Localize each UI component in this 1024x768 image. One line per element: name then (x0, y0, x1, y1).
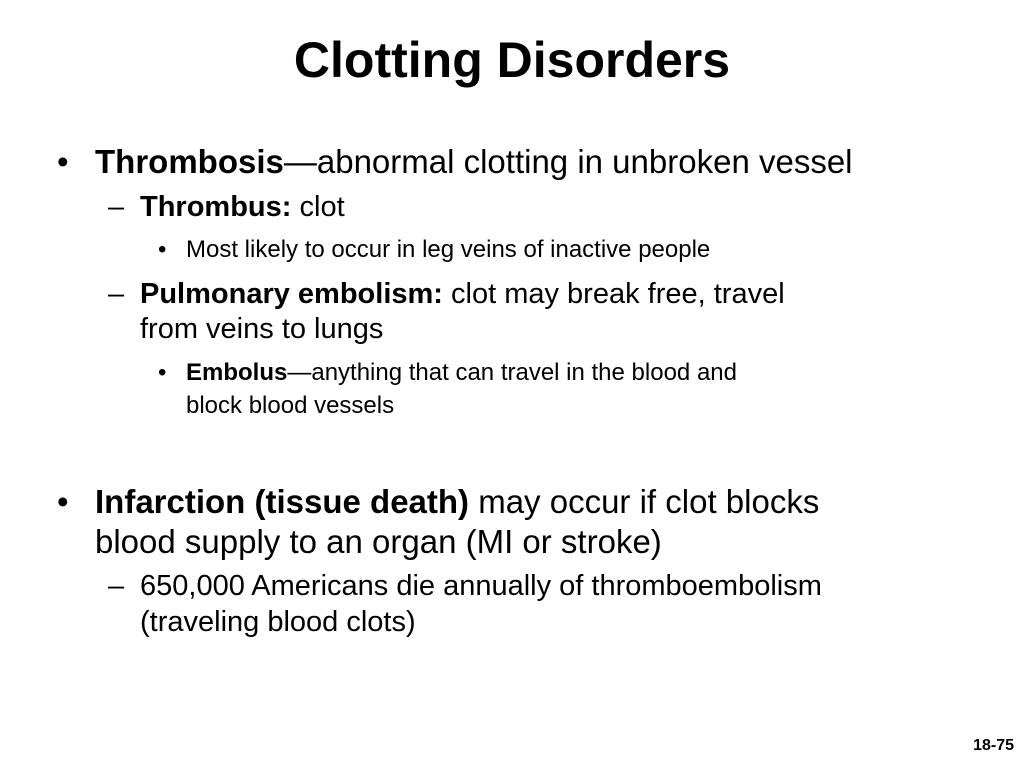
bullet-marker: • (158, 236, 167, 263)
term-infarction: Infarction (tissue death) (95, 483, 470, 520)
bullet-marker: • (158, 359, 167, 386)
text-infarction: may occur if clot blocks (469, 483, 820, 520)
slide-number: 18-75 (973, 737, 1014, 754)
bullet-marker: • (57, 483, 69, 520)
subbullet-americans: 650,000 Americans die annually of thromboembolism (140, 570, 822, 602)
term-embolus: Embolus (186, 359, 288, 386)
bullet-marker: • (57, 143, 69, 180)
dash-marker: – (108, 191, 125, 223)
text-thrombus: clot (291, 191, 345, 223)
subsubbullet-embolus-cont: block blood vessels (186, 392, 395, 419)
subbullet-thrombus (140, 190, 345, 225)
subbullet-americans-cont: (traveling blood clots) (140, 606, 416, 638)
term-thrombosis: Thrombosis (95, 143, 284, 180)
text-thrombosis: —abnormal clotting in unbroken vessel (283, 143, 853, 180)
bullet-thrombosis (95, 142, 853, 182)
bullet-infarction (95, 482, 819, 522)
slide-title: Clotting Disorders (293, 32, 731, 88)
subsubbullet-embolus (186, 357, 737, 389)
term-pulmonary-embolism: Pulmonary embolism: (140, 278, 443, 310)
term-thrombus: Thrombus: (140, 191, 292, 223)
text-embolus: —anything that can travel in the blood and (287, 359, 737, 386)
subbullet-pulmonary-embolism-cont: from veins to lungs (140, 313, 384, 345)
subsubbullet-leg-veins: Most likely to occur in leg veins of inactive people (186, 236, 711, 263)
dash-marker: – (108, 570, 125, 602)
subbullet-pulmonary-embolism (140, 277, 785, 312)
dash-marker: – (108, 278, 125, 310)
text-pulmonary-embolism: clot may break free, travel (442, 278, 785, 310)
bullet-infarction-cont: blood supply to an organ (MI or stroke) (95, 523, 662, 560)
